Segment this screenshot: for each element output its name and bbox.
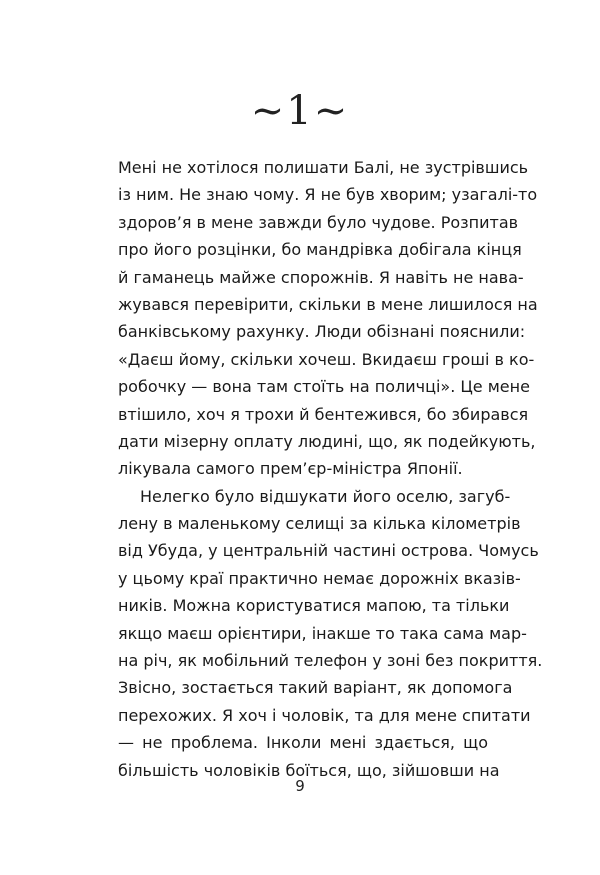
text-line: якщо маєш орієнтири, інакше то така сама мар- [118,623,527,643]
text-line: про його розцінки, бо мандрівка добігала кінця [118,240,522,260]
text-line: із ним. Не знаю чому. Я не був хворим; узагалі-то [118,185,538,205]
text-line: Нелегко було відшукати його оселю, загуб- [140,486,511,506]
text-line: на річ, як мобільний телефон у зоні без покриття. [118,651,543,671]
body-text [118,154,543,784]
text-line: робочку — вона там стоїть на поличці». Це мене [118,377,530,397]
text-line: ників. Можна користуватися мапою, та тільки [118,596,510,616]
text-line: — не проблема. Інколи мені здається, що [118,733,488,753]
text-line: «Даєш йому, скільки хочеш. Вкидаєш гроші в ко- [118,349,535,369]
text-line: Звісно, зостається такий варіант, як допомога [118,678,513,698]
paragraph-1 [118,154,538,483]
text-line: перехожих. Я хоч і чоловік, та для мене спитати [118,705,531,725]
text-line: більшість чоловіків боїться, що, зійшовши на [118,760,500,780]
text-line: Мені не хотілося полишати Балі, не зустрівшись [118,158,529,177]
text-line: у цьому краї практично немає дорожніх вказів- [118,568,521,588]
text-line: дати мізерну оплату людині, що, як подейкують, [118,431,536,451]
page-number: 9 [295,777,305,795]
text-line: й гаманець майже спорожнів. Я навіть не нава- [118,267,524,287]
text-line: від Убуда, у центральній частині острова. Чомусь [118,541,539,561]
paragraph-2 [118,483,543,784]
text-line: здоров’я в мене завжди було чудове. Розпитав [118,212,519,232]
text-line: банківському рахунку. Люди обізнані пояснили: [118,322,526,342]
text-line: втішило, хоч я трохи й бентежився, бо збирався [118,404,529,424]
text-line: жувався перевірити, скільки в мене лишилося на [118,294,538,314]
text-line: лікувала самого прем’єр-міністра Японії. [118,459,463,479]
chapter-number: ~1~ [250,88,350,134]
text-line: лену в маленькому селищі за кілька кілометрів [118,514,521,534]
